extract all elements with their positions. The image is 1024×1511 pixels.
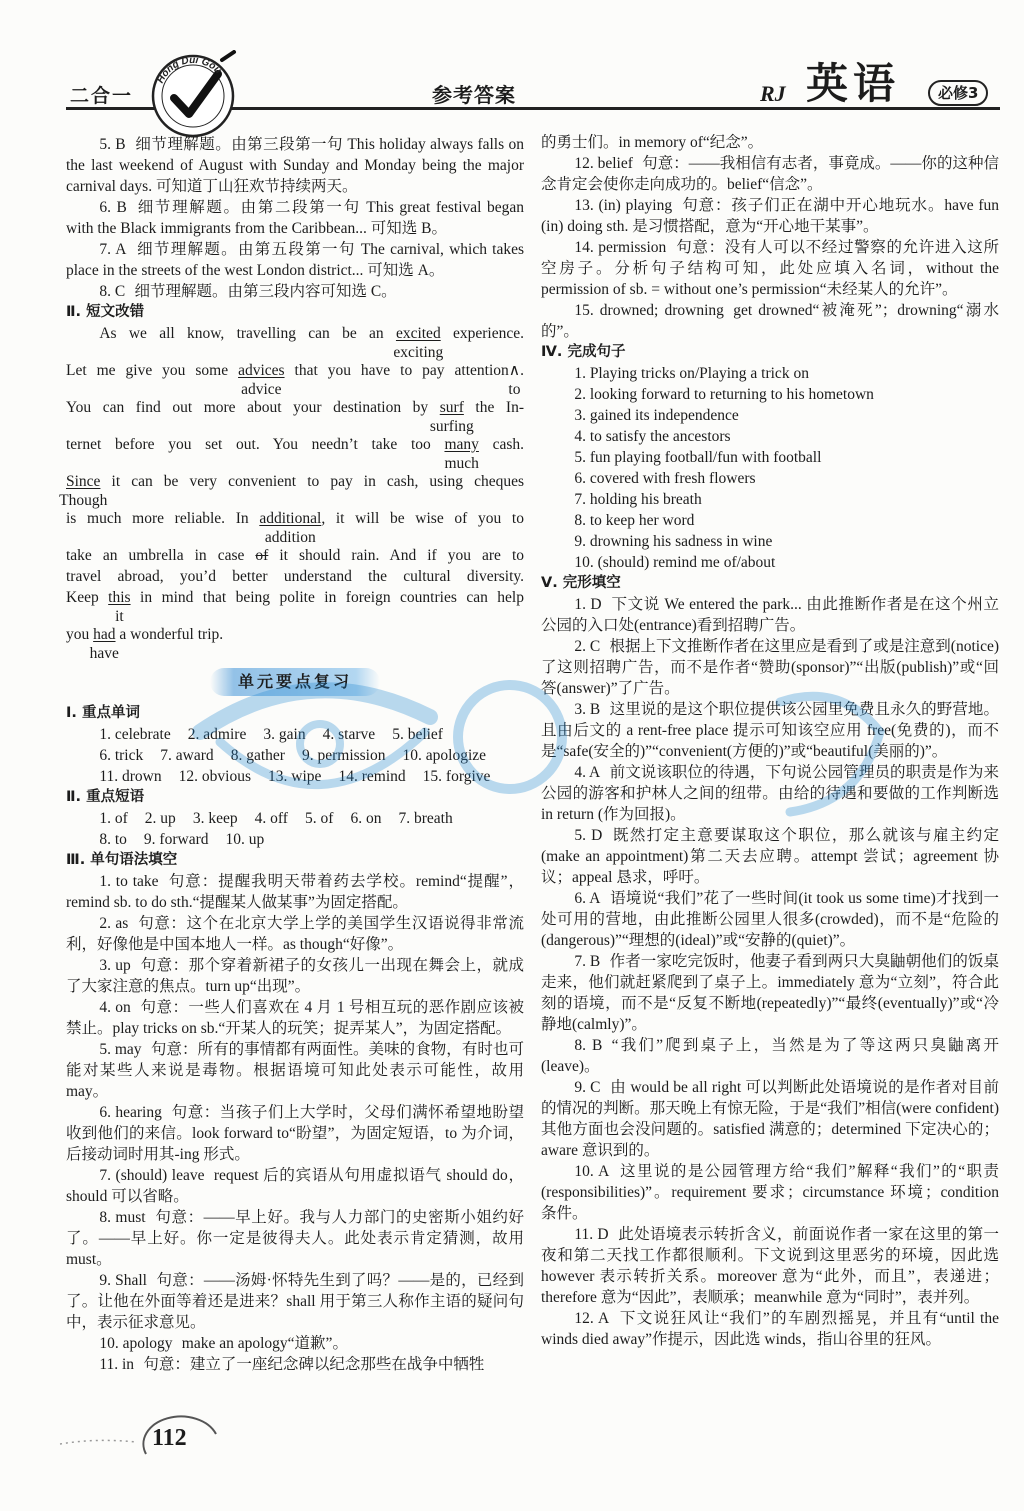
answer-item xyxy=(541,1161,999,1224)
correction-line xyxy=(66,508,524,545)
review-banner xyxy=(66,665,524,699)
error-mark-underline xyxy=(59,473,108,509)
key-word-item: 5. belief xyxy=(392,726,443,743)
key-word-item: 11. drown xyxy=(99,768,162,785)
correction-word: have xyxy=(89,645,119,662)
series-label: RJ xyxy=(760,81,786,106)
correction-line xyxy=(59,471,524,509)
answer-explanation: 下文说 We entered the park... 由此推断作者是在这个州立公园的入口处(entrance)看到招聘广告。 xyxy=(541,596,999,634)
passage-text: cash. xyxy=(478,436,524,453)
sentence-answer: 2. looking forward to returning to his hometown xyxy=(574,386,874,403)
answer-explanation: 既然打定主意要谋取这个职位，那么就该与雇主约定(make an appointment)第二天去应聘。attempt 尝试；agreement 协议；appeal 恳求，呼吁。 xyxy=(541,827,999,886)
correction-word: advice xyxy=(241,381,282,398)
passage-text: Let me give you some xyxy=(66,362,239,379)
answer-item xyxy=(541,300,999,342)
key-word-item: 8. gather xyxy=(230,747,285,764)
answer-explanation: request 后的宾语从句用虚拟语气 should do，should 可以省略。 xyxy=(66,1167,524,1205)
answer-number: 9. Shall xyxy=(99,1272,147,1289)
answer-number: 14. permission xyxy=(574,239,667,256)
page-number: 112 xyxy=(152,1425,187,1451)
answer-explanation: 句意：建立了一座纪念碑以纪念那些在战争中牺牲 xyxy=(143,1356,485,1373)
answer-number: 12. A xyxy=(574,1310,610,1327)
key-word-item: 12. obvious xyxy=(178,768,251,785)
answer-item xyxy=(541,636,999,699)
answer-item xyxy=(541,153,999,195)
answer-number: 3. B xyxy=(574,701,601,718)
correction-line xyxy=(66,587,524,624)
key-word-item: 14. remind xyxy=(338,768,406,785)
answer-number: 7. B xyxy=(574,953,601,970)
key-word-item: 6. trick xyxy=(99,747,144,764)
answer-explanation: 句意：没有人可以不经过警察的允许进入这所空房子。分析句子结构可知，此处应填入名词，without the permission of sb. = without one’s permission“未经某人的允许”。 xyxy=(541,239,999,298)
answer-number: 10. apology xyxy=(99,1335,173,1352)
answer-explanation: 句意：——我相信有志者，事竟成。——你的这种信念肯定会使你走向成功的。belief“信念”。 xyxy=(541,155,999,193)
key-word-item: 9. permission xyxy=(301,747,386,764)
answer-explanation: 句意：所有的事情都有两面性。美味的食物，有时也可能对某些人来说是毒物。根据语境可知此处表示可能性，故用 may。 xyxy=(66,1041,524,1100)
marked-word: many xyxy=(444,436,479,453)
key-phrase-item: 7. breath xyxy=(398,810,453,827)
answer-explanation: 这里说的是这个职位提供该公园里免费且永久的野营地。且由后文的 a rent-free place 提示可知该空应用 free(免费的)，而不是“safe(安全的)”“convenient(方便的)”或“beautiful(美丽的)”。 xyxy=(541,701,999,760)
answer-number: 1. D xyxy=(574,596,602,613)
answer-number: 10. A xyxy=(574,1163,610,1180)
passage-text: that you have to pay attention xyxy=(284,362,509,379)
key-phrase-item: 3. keep xyxy=(192,810,238,827)
answer-item xyxy=(541,1077,999,1161)
sentence-answer: 3. gained its independence xyxy=(574,407,739,424)
check-logo-icon xyxy=(144,50,242,140)
key-word-item: 15. forgive xyxy=(422,768,491,785)
subject-label: 英语 xyxy=(806,62,901,108)
marked-word: this xyxy=(108,589,131,606)
correction-line xyxy=(66,624,524,661)
error-mark-underline xyxy=(393,325,444,361)
answer-number: 15. drowned; drowning xyxy=(574,302,724,319)
answer-item xyxy=(66,1102,524,1165)
sentence-answer: 6. covered with fresh flowers xyxy=(574,470,756,487)
passage-text: is much more reliable. In xyxy=(66,510,260,527)
answer-explanation: 作者一家吃完饭时，他妻子看到两只大臭鼬朝他们的饭桌走来，他们就赶紧爬到了桌子上。immediately 意为“立刻”，符合此刻的语境，而不是“反复不断地(repeatedly)”“最终(eventually)”或“冷静地(calmly)”。 xyxy=(541,953,999,1033)
answer-number: 5. D xyxy=(574,827,603,844)
passage-text: in mind that being polite in foreign countries can help xyxy=(130,589,524,606)
key-word-item: 13. wipe xyxy=(268,768,322,785)
answer-number: 2. C xyxy=(574,638,601,655)
edition-label: 二合一 xyxy=(70,85,134,107)
answer-item xyxy=(541,825,999,888)
answer-item xyxy=(66,955,524,997)
answer-item xyxy=(66,1333,524,1354)
passage-text: take an umbrella in case xyxy=(66,547,256,564)
passage-text: travel abroad, you’d better understand the cultural diversity. xyxy=(66,568,524,585)
error-mark-underline xyxy=(259,510,322,546)
passage-text: . xyxy=(520,362,524,379)
marked-word: additional xyxy=(259,510,322,527)
answer-item xyxy=(66,281,524,302)
complete-sentences-heading: Ⅳ. 完成句子 xyxy=(541,344,626,360)
answer-number: 6. A xyxy=(574,890,601,907)
key-phrase-item: 5. of xyxy=(304,810,334,827)
answer-number: 11. D xyxy=(574,1226,609,1243)
sentence-answer: 9. drowning his sadness in wine xyxy=(574,533,773,550)
passage-text: it can be very convenient to pay in cash, using cheques xyxy=(100,473,524,490)
key-word-row xyxy=(66,745,524,766)
correction-line xyxy=(66,566,524,587)
answer-number: 4. A xyxy=(574,764,601,781)
correction-line xyxy=(66,323,524,360)
cloze-heading: Ⅴ. 完形填空 xyxy=(541,575,621,591)
right-column xyxy=(541,132,999,1350)
correction-line xyxy=(66,434,524,471)
answer-explanation: 细节理解题。由第三段第一句 This holiday always falls on the last weekend of August with Sunday and Monday being the major carnival days. 可知道丁山狂欢节持续两天。 xyxy=(66,136,524,195)
correction-line xyxy=(66,545,524,566)
volume-badge: 必修3 xyxy=(928,80,988,106)
answer-number: 6. hearing xyxy=(99,1104,162,1121)
marked-word: Since xyxy=(66,473,101,490)
answer-item xyxy=(66,197,524,239)
sentence-answer: 1. Playing tricks on/Playing a trick on xyxy=(574,365,809,382)
answer-item xyxy=(541,594,999,636)
answer-explanation: 句意：当孩子们上大学时，父母们满怀希望地盼望收到他们的来信。look forward to“盼望”，为固定短语，to 为介词，后接动词时用其-ing 形式。 xyxy=(66,1104,524,1163)
marked-word: surf xyxy=(439,399,464,416)
passage-text: Keep xyxy=(66,589,109,606)
answer-number: 8. B xyxy=(574,1037,603,1054)
answer-explanation: 细节理解题。由第五段第一句 The carnival, which takes place in the streets of the west London district... 可知选 A。 xyxy=(66,241,524,279)
answer-item xyxy=(541,195,999,237)
answer-number: 3. up xyxy=(99,957,131,974)
page-title: 参考答案 xyxy=(432,83,516,107)
key-word-item: 2. admire xyxy=(187,726,247,743)
answer-item xyxy=(541,888,999,951)
error-mark-underline xyxy=(89,626,119,662)
passage-text: , it will be wise of you to xyxy=(321,510,524,527)
answer-number: 4. on xyxy=(99,999,131,1016)
answer-number: 11. in xyxy=(99,1356,135,1373)
answer-explanation: 句意：孩子们正在湖中开心地玩水。have fun (in) doing sth. 是习惯搭配，意为“开心地干某事”。 xyxy=(541,197,999,235)
answer-item xyxy=(541,699,999,762)
passage-text: it should rain. And if you are to xyxy=(268,547,524,564)
passage-text: you xyxy=(66,626,94,643)
review-banner-title: 单元要点复习 xyxy=(210,668,380,696)
correction-line xyxy=(66,360,524,397)
passage-text: a wonderful trip. xyxy=(115,626,224,643)
key-phrase-item: 2. up xyxy=(144,810,176,827)
key-word-row xyxy=(66,724,524,745)
answer-explanation: make an apology“道歉”。 xyxy=(181,1335,348,1352)
answer-number: 13. (in) playing xyxy=(574,197,673,214)
answer-explanation: 此处语境表示转折含义，前面说作者一家在这里的第一夜和第二天找工作都很顺利。下文说到这里恶劣的环境，因此选 however 表示转折关系。moreover 意为“此外，而且”，表递进；therefore 意为“因此”，表顺承；meanwhile 意为“同时”，表并列。 xyxy=(541,1226,999,1306)
answer-number: 6. B xyxy=(99,199,127,216)
answer-number: 9. C xyxy=(574,1079,601,1096)
answer-explanation: 前文说该职位的待遇，下句说公园管理员的职责是作为来公园的游客和护林人之间的纽带。由给的待遇和要做的工作判断选 in return (作为回报)。 xyxy=(541,764,999,823)
sentence-answer: 8. to keep her word xyxy=(574,512,695,529)
key-phrase-item: 4. off xyxy=(254,810,288,827)
error-correction-heading: Ⅱ. 短文改错 xyxy=(66,304,145,320)
answer-explanation: 句意：——早上好。我与人力部门的史密斯小姐约好了。——早上好。你一定是彼得夫人。此处表示肯定猜测，故用 must。 xyxy=(66,1209,524,1268)
answer-explanation: “我们”爬到桌子上，当然是为了等这两只臭鼬离开(leave)。 xyxy=(541,1037,999,1075)
answer-explanation: 句意：提醒我明天带着药去学校。remind“提醒”，remind sb. to do sth.“提醒某人做某事”为固定搭配。 xyxy=(66,873,524,911)
grammar-fill-heading: Ⅲ. 单句语法填空 xyxy=(66,852,178,868)
correction-word: to xyxy=(508,381,521,398)
answer-continuation: 的勇士们。in memory of“纪念”。 xyxy=(541,134,764,151)
error-mark-underline xyxy=(444,436,479,472)
answer-number: 5. may xyxy=(99,1041,142,1058)
answer-item xyxy=(66,1039,524,1102)
answer-item xyxy=(541,1035,999,1077)
answer-number: 7. (should) leave xyxy=(99,1167,205,1184)
correction-line xyxy=(66,397,524,434)
page-number-decoration-icon xyxy=(56,1414,226,1462)
key-phrase-item: 10. up xyxy=(225,831,265,848)
key-word-heading: Ⅰ. 重点单词 xyxy=(66,705,140,721)
sentence-answer: 5. fun playing football/fun with football xyxy=(574,449,822,466)
key-phrase-row xyxy=(66,829,524,850)
marked-word: of xyxy=(255,547,269,564)
marked-word: excited xyxy=(395,325,441,342)
answer-item xyxy=(66,1354,524,1375)
answer-item xyxy=(66,871,524,913)
answer-item xyxy=(66,134,524,197)
answer-item xyxy=(541,237,999,300)
answer-number: 2. as xyxy=(99,915,129,932)
key-phrase-row xyxy=(66,808,524,829)
marked-word: advices xyxy=(238,362,285,379)
key-phrase-item: 1. of xyxy=(99,810,128,827)
answer-explanation: 句意：那个穿着新裙子的女孩儿一出现在舞会上，就成了大家注意的焦点。turn up“出现”。 xyxy=(66,957,524,995)
answer-explanation: 下文说狂风让“我们”的车剧烈摇晃，并且有“until the winds died away”作提示，因此选 winds，指山谷里的狂风。 xyxy=(541,1310,999,1348)
key-phrase-item: 9. forward xyxy=(143,831,209,848)
answer-number: 12. belief xyxy=(574,155,633,172)
answer-item xyxy=(66,1270,524,1333)
answer-number: 8. C xyxy=(99,283,126,300)
passage-text: ternet before you set out. You needn’t take too xyxy=(66,436,445,453)
error-mark-underline xyxy=(429,399,474,435)
answer-item xyxy=(66,1207,524,1270)
passage-text: You can find out more about your destination by xyxy=(66,399,440,416)
answer-explanation: 细节理解题。由第二段第一句 This great festival began with the Black immigrants from the Caribbean... 可知选 B。 xyxy=(66,199,524,237)
correction-word: addition xyxy=(264,529,316,546)
key-phrase-heading: Ⅱ. 重点短语 xyxy=(66,789,145,805)
passage-text: experience. xyxy=(440,325,524,342)
answer-item xyxy=(541,762,999,825)
marked-word: had xyxy=(93,626,116,643)
answer-explanation: 这里说的是公园管理方给“我们”解释“我们”的“职责(responsibilities)”。requirement 要求；circumstance 环境；condition 条件。 xyxy=(541,1163,999,1222)
passage-text: the In- xyxy=(463,399,525,416)
key-word-item: 3. gain xyxy=(263,726,306,743)
sentence-answer: 10. (should) remind me of/about xyxy=(574,554,776,571)
marked-word: ∧ xyxy=(508,362,521,379)
answer-explanation: 细节理解题。由第三段内容可知选 C。 xyxy=(134,283,397,300)
correction-word: it xyxy=(115,608,124,625)
answer-explanation: 语境说“我们”花了一些时间(it took us some time)才找到一处可用的营地，由此推断公园里人很多(crowded)，而不是“危险的(dangerous)”“理想的(ideal)”或“安静的(quiet)”。 xyxy=(541,890,999,949)
key-phrase-item: 6. on xyxy=(350,810,382,827)
key-word-item: 1. celebrate xyxy=(99,726,171,743)
key-word-item: 4. starve xyxy=(322,726,376,743)
answer-explanation: 句意：这个在北京大学上学的美国学生汉语说得非常流利，好像他是中国本地人一样。as though“好像”。 xyxy=(66,915,524,953)
correction-word: surfing xyxy=(429,418,474,435)
sentence-answer: 7. holding his breath xyxy=(574,491,702,508)
left-column xyxy=(59,134,525,1375)
key-word-item: 7. award xyxy=(160,747,214,764)
answer-explanation: 句意：一些人们喜欢在 4 月 1 号相互玩的恶作剧应该被禁止。play tricks on sb.“开某人的玩笑；捉弄某人”，为固定搭配。 xyxy=(66,999,524,1037)
correction-word: exciting xyxy=(393,344,444,361)
correction-word: much xyxy=(444,455,479,472)
answer-item xyxy=(541,1308,999,1350)
error-mark-insert xyxy=(508,362,521,398)
answer-number: 5. B xyxy=(99,136,126,153)
answer-item xyxy=(66,913,524,955)
passage-text: As we all know, travelling can be an xyxy=(99,325,396,342)
answer-item xyxy=(66,1165,524,1207)
error-mark-underline xyxy=(238,362,285,398)
answer-explanation: 由 would be all right 可以判断此处语境说的是作者对目前的情况的判断。那天晚上有惊无险，于是“我们”相信(were confident)其他方面也会没问题的。satisfied 满意的；determined 下定决心的；aware 意识到的。 xyxy=(541,1079,999,1159)
error-mark-underline xyxy=(108,589,131,625)
answer-item xyxy=(66,997,524,1039)
answer-item xyxy=(66,239,524,281)
correction-word: Though xyxy=(59,492,108,509)
key-word-item: 10. apologize xyxy=(402,747,487,764)
answer-number: 8. must xyxy=(99,1209,146,1226)
error-mark-strike xyxy=(255,547,268,564)
logo-text: Hong Dui Gou xyxy=(155,54,224,86)
answer-number: 7. A xyxy=(99,241,127,258)
answer-explanation: 根据上下文推断作者在这里应是看到了或是注意到(notice)了这则招聘广告，而不是作者“赞助(sponsor)”“出版(publish)”或“回答(answer)”了广告。 xyxy=(541,638,999,697)
key-word-row xyxy=(66,766,524,787)
sentence-answer: 4. to satisfy the ancestors xyxy=(574,428,731,445)
answer-item xyxy=(541,951,999,1035)
answer-explanation: get drowned“被淹死”；drowning“溺水的”。 xyxy=(541,302,999,340)
key-phrase-item: 8. to xyxy=(99,831,127,848)
answer-number: 1. to take xyxy=(99,873,159,890)
answer-item xyxy=(541,1224,999,1308)
answer-explanation: 句意：——汤姆·怀特先生到了吗？——是的，已经到了。让他在外面等着还是进来？shall 用于第三人称作主语的疑问句中，表示征求意见。 xyxy=(66,1272,524,1331)
